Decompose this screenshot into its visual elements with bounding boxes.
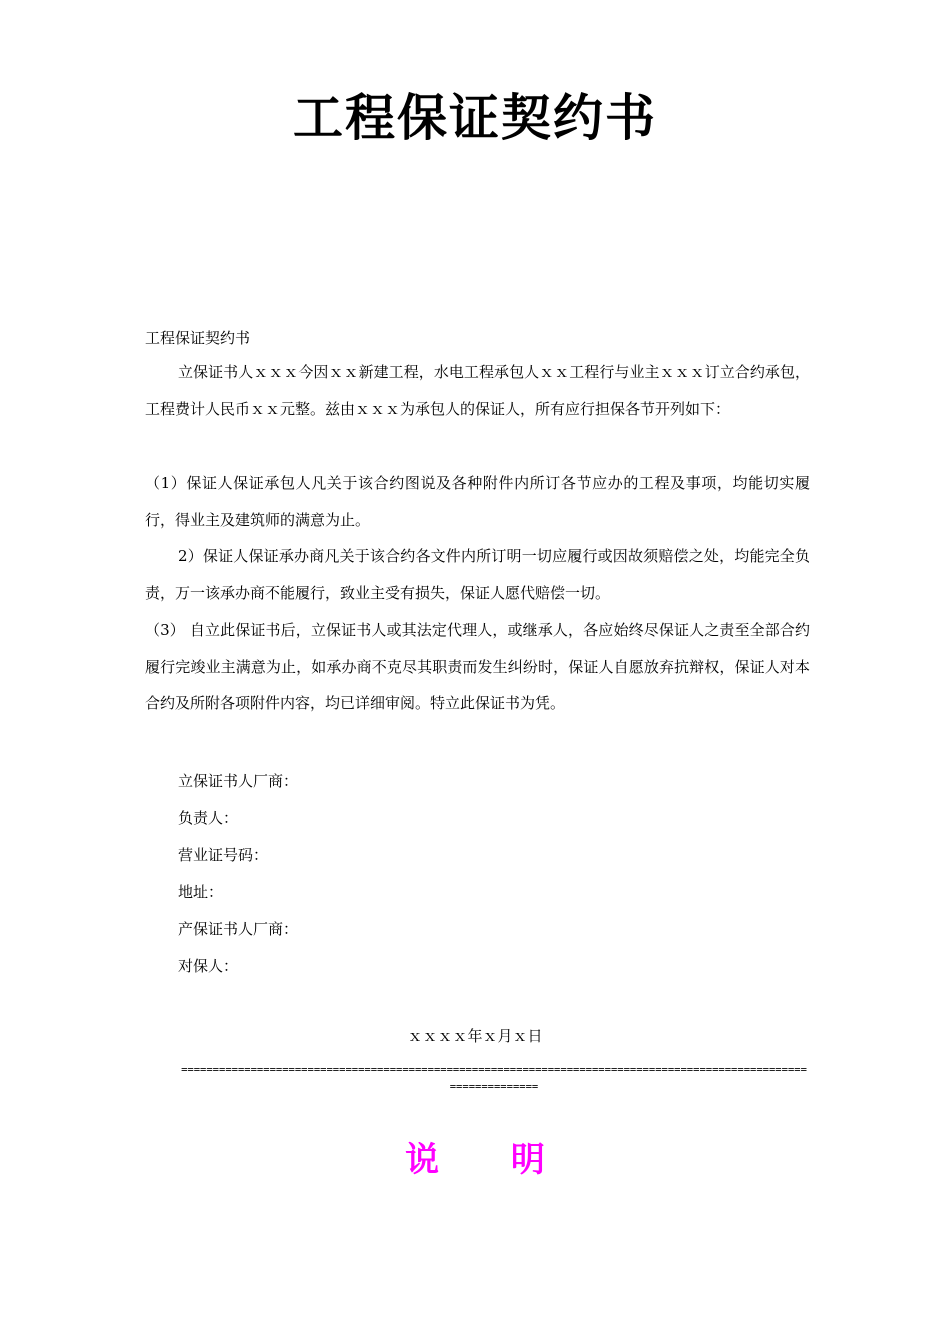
separator-line: ================================================================================================================= bbox=[181, 1064, 807, 1093]
address-field: 地址： bbox=[178, 883, 224, 901]
note-heading: 说 明 bbox=[405, 1140, 545, 1180]
verifier-field: 对保人： bbox=[178, 957, 239, 975]
clause-2-paragraph: 2）保证人保证承办商凡关于该合约各文件内所订明一切应履行或因故须赔偿之处，均能完全负责，万一该承办商不能履行，致业主受有损失，保证人愿代赔偿一切。 bbox=[145, 547, 810, 602]
guarantor-company-field: 立保证书人厂商： bbox=[178, 772, 299, 790]
clause-1-paragraph: （1）保证人保证承包人凡关于该合约图说及各种附件内所订各节应办的工程及事项，均能切实履行，得业主及建筑师的满意为止。 bbox=[145, 474, 810, 529]
responsible-person-field: 负责人： bbox=[178, 809, 239, 827]
clause-3-paragraph: （3） 自立此保证书后，立保证书人或其法定代理人，或继承人，各应始终尽保证人之责至全部合约履行完竣业主满意为止，如承办商不克尽其职责而发生纠纷时，保证人自愿放弃抗辩权，保证人对本合约及所附各项附件内容，均已详细审阅。特立此保证书为凭。 bbox=[145, 621, 810, 712]
business-license-field: 营业证号码： bbox=[178, 846, 269, 864]
intro-paragraph: 立保证书人ｘｘｘ今因ｘｘ新建工程，水电工程承包人ｘｘ工程行与业主ｘｘｘ订立合约承包，工程费计人民币ｘｘ元整。兹由ｘｘｘ为承包人的保证人，所有应行担保各节开列如下： bbox=[145, 363, 810, 418]
signature-fields bbox=[178, 763, 298, 985]
document-title: 工程保证契约书 bbox=[293, 89, 657, 147]
document-date: ｘｘｘｘ年ｘ月ｘ日 bbox=[407, 1027, 543, 1045]
guarantor-company-field-2: 产保证书人厂商： bbox=[178, 920, 299, 938]
section-heading: 工程保证契约书 bbox=[145, 329, 251, 347]
